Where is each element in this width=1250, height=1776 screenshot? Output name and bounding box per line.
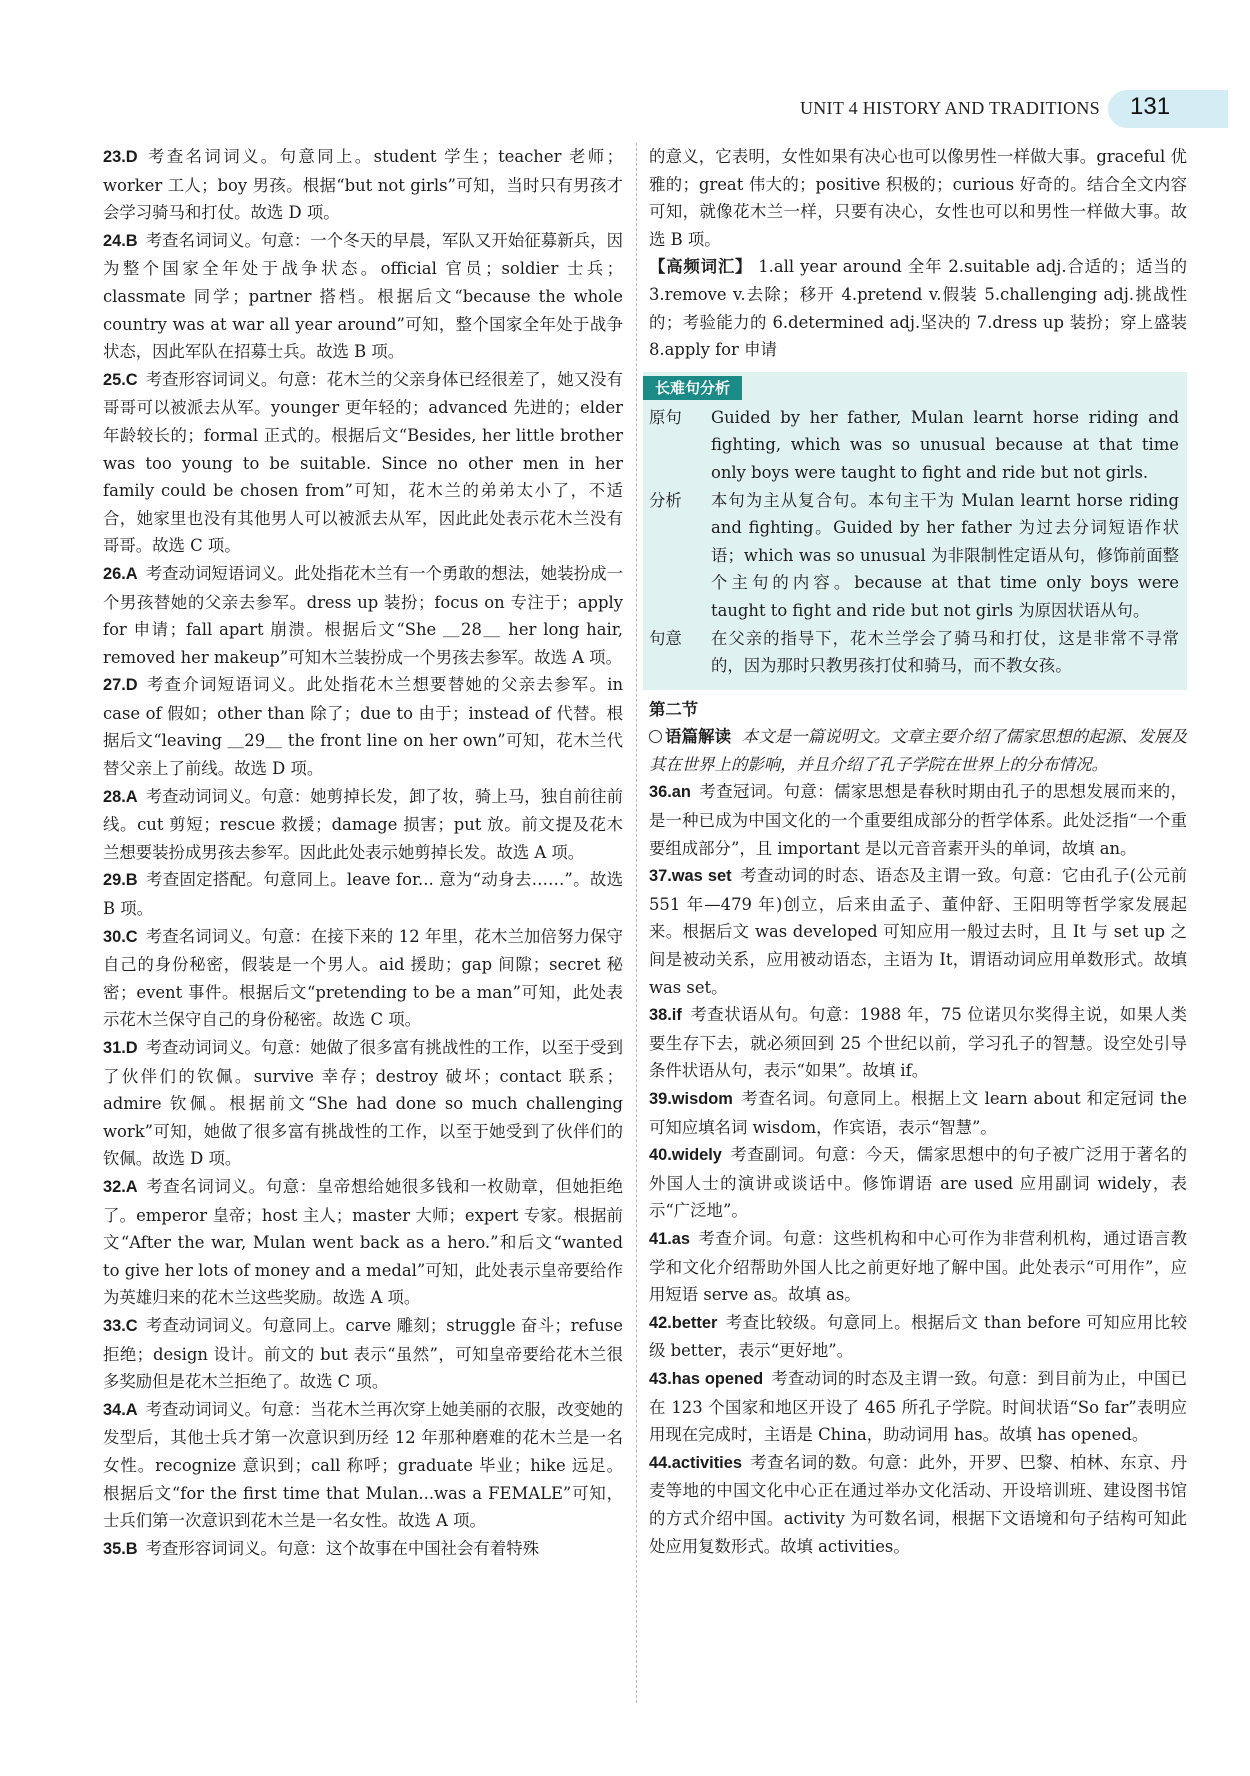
answer-explanation: 考查名词词义。句意同上。student 学生；teacher 老师；worker 工人；boy 男孩。根据“but not girls”可知，当时只有男孩才会学习骑马和打仗。故选 D 项。 (103, 147, 623, 223)
answer-entry (649, 1001, 1187, 1085)
answer-key: 24.B (103, 231, 138, 250)
answer-entry (649, 862, 1187, 1001)
answer-key: 30.C (103, 927, 138, 946)
analysis-row-text: 本句为主从复合句。本句主干为 Mulan learnt horse riding and fighting。Guided by her father 为过去分词短语作状语；which was so unusual 为非限制性定语从句，修饰前面整个主句的内容。because at that time only boys were taught to fight and ride but not girls 为原因状语从句。 (711, 490, 1179, 620)
answer-key: 44.activities (649, 1453, 742, 1472)
answer-entry (103, 866, 623, 922)
answer-entry (103, 143, 623, 227)
answer-entry (103, 1535, 623, 1564)
answer-key: 39.wisdom (649, 1090, 733, 1108)
answer-key: 41.as (649, 1229, 691, 1248)
answer-explanation: 考查介词。句意：这些机构和中心可作为非营利机构，通过语言教学和文化介绍帮助外国人比之前更好地了解中国。此处表示“可用作”，应用短语 serve as。故填 as。 (649, 1228, 1187, 1305)
answer-explanation: 考查形容词词义。句意：这个故事在中国社会有着特殊 (145, 1538, 539, 1558)
answer-entry (103, 783, 623, 867)
answer-key: 33.C (103, 1316, 138, 1335)
answer-explanation: 考查冠词。句意：儒家思想是春秋时期由孔子的思想发展而来的，是一种已成为中国文化的一个重要组成部分的哲学体系。此处泛指“一个重要组成部分”，且 important 是以元音音素开头的单词，故填 an。 (649, 782, 1187, 858)
answer-key: 40.widely (649, 1146, 722, 1165)
answer-explanation: 考查动词词义。句意：她做了很多富有挑战性的工作，以至于受到了伙伴们的钦佩。survive 幸存；destroy 破坏；contact 联系；admire 钦佩。根据前文“She had done so much challenging work”可知，她做了很多富有挑战性的工作，以至于她受到了伙伴们的钦佩。故选 D 项。 (103, 1038, 623, 1169)
answer-entry (103, 1396, 623, 1535)
analysis-row (649, 625, 1179, 680)
answer-key: 25.C (103, 370, 138, 389)
answer-key: 43.has opened (649, 1369, 764, 1388)
answer-explanation: 考查名词词义。句意：在接下来的 12 年里，花木兰加倍努力保守自己的身份秘密，假装是一个男人。aid 援助；gap 间隙；secret 秘密；event 事件。根据后文“pretending to be a man”可知，此处表示花木兰保守自己的身份秘密。故选 C 项。 (103, 926, 623, 1030)
answer-key: 42.better (649, 1313, 718, 1332)
answer-entry (649, 1449, 1187, 1560)
answer-key: 27.D (103, 676, 138, 695)
answer-explanation: 考查动词短语词义。此处指花木兰有一个勇敢的想法，她装扮成一个男孩替她的父亲去参军。dress up 装扮；focus on 专注于；apply for 申请；fall apart 崩溃。根据后文“She ＿28＿ her long hair, removed her makeup”可知木兰装扮成一个男孩去参军。故选 A 项。 (103, 563, 623, 667)
sentence-analysis-box (643, 372, 1187, 690)
ring-icon (649, 730, 662, 743)
page-header (0, 90, 1250, 136)
analysis-row-text: Guided by her father, Mulan learnt horse riding and fighting, which was so unusual because at that time only boys were taught to fight and ride but not girls. (711, 407, 1179, 482)
answer-explanation: 考查动词词义。句意：当花木兰再次穿上她美丽的衣服，改变她的发型后，其他士兵才第一次意识到历经 12 年那种磨难的花木兰是一名女性。recognize 意识到；call 称呼；graduate 毕业；hike 远足。根据后文“for the first time that Mulan...was a FEMALE”可知，士兵们第一次意识到花木兰是一名女性。故选 A 项。 (103, 1399, 623, 1531)
answer-entry (103, 560, 623, 671)
answer-explanation: 考查动词词义。句意同上。carve 雕刻；struggle 奋斗；refuse 拒绝；design 设计。前文的 but 表示“虽然”，可知皇帝要给花木兰很多奖励但是花木兰拒绝了。故选 C 项。 (103, 1315, 623, 1392)
unit-title: UNIT 4 HISTORY AND TRADITIONS (799, 98, 1100, 118)
answer-entry (649, 1141, 1187, 1225)
analysis-row-label: 句意 (649, 628, 682, 648)
answer-key: 26.A (103, 564, 138, 583)
analysis-row (649, 487, 1179, 625)
answer-entry (103, 1034, 623, 1173)
vocabulary-section (649, 253, 1187, 363)
answer-entry (103, 366, 623, 560)
vocabulary-label: 【高频词汇】 (649, 257, 753, 277)
answer-entry (649, 778, 1187, 862)
right-column (649, 143, 1187, 1560)
answer-entry (103, 923, 623, 1034)
reading-label: 语篇解读 (665, 727, 732, 747)
answer-key: 36.an (649, 783, 691, 802)
answer-key: 23.D (103, 148, 138, 166)
answer-key: 34.A (103, 1400, 138, 1419)
reading-summary (649, 723, 1187, 778)
answer-explanation: 考查形容词词义。句意：花木兰的父亲身体已经很差了，她又没有哥哥可以被派去从军。younger 更年轻的；advanced 先进的；elder 年龄较长的；formal 正式的。根据后文“Besides, her little brother was too young to be suitable. Since no other men in her family could be chosen from”可知，花木兰的弟弟太小了，不适合，她家里也没有其他男人可以被派去从军，因此此处表示花木兰没有哥哥。故选 C 项。 (103, 369, 623, 556)
continuation-text: 的意义，它表明，女性如果有决心也可以像男性一样做大事。graceful 优雅的；great 伟大的；positive 积极的；curious 好奇的。结合全文内容可知，就像花木兰一样，只要有决心，女性也可以和男性一样做大事。故选 B 项。 (649, 147, 1187, 249)
answer-key: 29.B (103, 871, 138, 890)
answer-explanation: 考查动词的时态及主谓一致。句意：到目前为止，中国已在 123 个国家和地区开设了 465 所孔子学院。时间状语“So far”表明应用现在完成时，主语是 China，助动词用 has。故填 has opened。 (649, 1368, 1187, 1445)
answer-entry (649, 1225, 1187, 1309)
answer-explanation: 考查状语从句。句意：1988 年，75 位诺贝尔奖得主说，如果人类要生存下去，就必须回到 25 个世纪以前，学习孔子的智慧。设空处引导条件状语从句，表示“如果”。故填 if。 (649, 1005, 1187, 1081)
reading-text: 本文是一篇说明文。文章主要介绍了儒家思想的起源、发展及其在世界上的影响，并且介绍了孔子学院在世界上的分布情况。 (649, 727, 1188, 774)
reading-tag (649, 727, 731, 746)
answer-explanation: 考查介词短语词义。此处指花木兰想要替她的父亲去参军。in case of 假如；other than 除了；due to 由于；instead of 代替。根据后文“leaving ＿29＿ the front line on her own”可知，花木兰代替父亲上了前线。故选 D 项。 (103, 675, 623, 779)
section-title: 第二节 (649, 699, 699, 719)
answer-key: 31.D (103, 1039, 138, 1057)
analysis-row (649, 404, 1179, 487)
answer-entry (649, 1365, 1187, 1449)
answer-entry (103, 1173, 623, 1312)
answer-explanation: 考查动词词义。句意：她剪掉长发，卸了妆，骑上马，独自前往前线。cut 剪短；rescue 救援；damage 损害；put 放。前文提及花木兰想要装扮成男孩去参军。因此此处表示她剪掉长发。故选 A 项。 (103, 786, 623, 862)
answer-explanation: 考查名词词义。句意：一个冬天的早晨，军队又开始征募新兵，因为整个国家全年处于战争状态。official 官员；soldier 士兵；classmate 同学；partner 搭档。根据后文“because the whole country was at war all year around”可知，整个国家全年处于战争状态，因此军队在招募士兵。故选 B 项。 (103, 230, 623, 362)
analysis-row-label: 分析 (649, 490, 682, 510)
answer-key: 38.if (649, 1006, 682, 1025)
answer-explanation: 考查名词的数。句意：此外，开罗、巴黎、柏林、东京、丹麦等地的中国文化中心正在通过举办文化活动、开设培训班、建设图书馆的方式介绍中国。activity 为可数名词，根据下文语境和句子结构可知此处应用复数形式。故填 activities。 (649, 1452, 1187, 1556)
answer-explanation: 考查比较级。句意同上。根据后文 than before 可知应用比较级 better，表示“更好地”。 (649, 1312, 1187, 1361)
answer-entry (103, 1312, 623, 1396)
answer-explanation: 考查副词。句意：今天，儒家思想中的句子被广泛用于著名的外国人士的演讲或谈话中。修饰谓语 are used 应用副词 widely，表示“广泛地”。 (649, 1145, 1187, 1221)
answer-explanation: 考查名词词义。句意：皇帝想给她很多钱和一枚勋章，但她拒绝了。emperor 皇帝；host 主人；master 大师；expert 专家。根据前文“After the war, Mulan went back as a hero.”和后文“wanted to give her lots of money and a medal”可知，此处表示皇帝要给作为英雄归来的花木兰这些奖励。故选 A 项。 (103, 1176, 623, 1308)
vocabulary-list: 1.all year around 全年 2.suitable adj.合适的；适当的 3.remove v.去除；移开 4.pretend v.假装 5.challenging adj.挑战性的；考验能力的 6.determined adj.坚决的 7.dress up 装扮；穿上盛装 8.apply for 申请 (649, 257, 1187, 360)
answer-entry (649, 1085, 1187, 1141)
answer-entry (103, 671, 623, 782)
page-number-tab (1108, 90, 1228, 128)
answer-entry (649, 1309, 1187, 1365)
page-number: 131 (1130, 93, 1171, 120)
answer-explanation: 考查动词的时态、语态及主谓一致。句意：它由孔子(公元前 551 年—479 年)创立，后来由孟子、董仲舒、王阳明等哲学家发展起来。根据后文 was developed 可知应用一般过去时，且 It 与 set up 之间是被动关系，应用被动语态，主语为 It，谓语动词应用单数形式。故填 was set。 (649, 866, 1187, 997)
column-divider (636, 143, 637, 1703)
answer-key: 35.B (103, 1539, 138, 1558)
answer-key: 28.A (103, 787, 138, 806)
answer-explanation: 考查名词。句意同上。根据上文 learn about 和定冠词 the 可知应填名词 wisdom，作宾语，表示“智慧”。 (649, 1089, 1187, 1137)
answer-entry (103, 227, 623, 366)
analysis-row-label: 原句 (649, 407, 682, 427)
left-column (103, 143, 623, 1563)
answer-explanation: 考查固定搭配。句意同上。leave for... 意为“动身去……”。故选 B 项。 (103, 870, 623, 919)
answer-key: 37.was set (649, 867, 732, 886)
answer-key: 32.A (103, 1177, 138, 1196)
analysis-row-text: 在父亲的指导下，花木兰学会了骑马和打仗，这是非常不寻常的，因为那时只教男孩打仗和骑马，而不教女孩。 (711, 628, 1179, 676)
analysis-box-title: 长难句分析 (643, 376, 742, 400)
